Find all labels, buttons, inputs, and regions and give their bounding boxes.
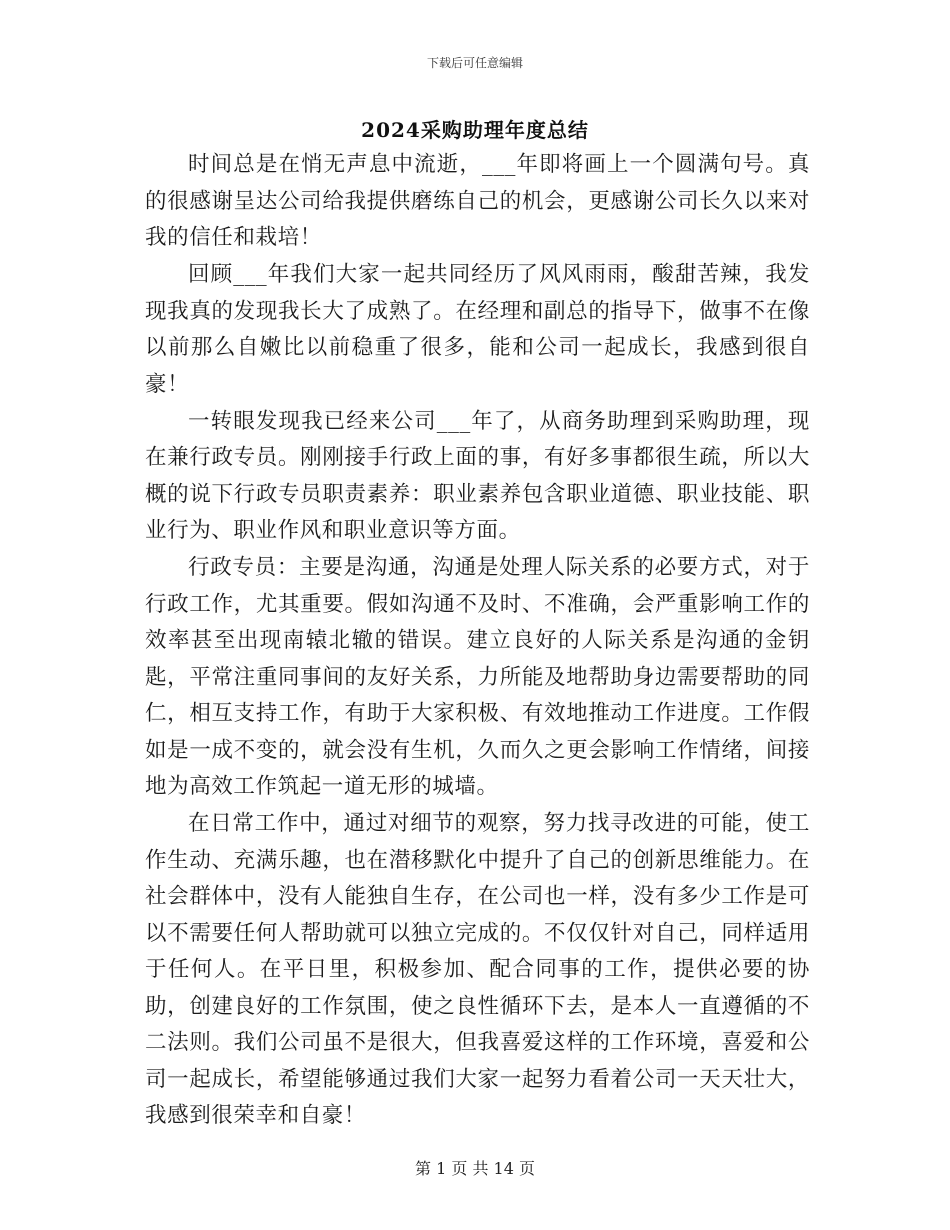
paragraph: 在日常工作中，通过对细节的观察，努力找寻改进的可能，使工作生动、充满乐趣，也在潜移默化中提升了自己的创新思维能力。在社会群体中，没有人能独自生存，在公司也一样，没有多少工作是可以不需要任何人帮助就可以独立完成的。不仅仅针对自己，同样适用于任何人。在平日里，积极参加、配合同事的工作，提供必要的协助，创建良好的工作氛围，使之良性循环下去，是本人一直遵循的不二法则。我们公司虽不是很大，但我喜爱这样的工作环境，喜爱和公司一起成长，希望能够通过我们大家一起努力看着公司一天天壮大，我感到很荣幸和自豪！ (145, 811, 810, 1128)
page-number-footer: 第 1 页 共 14 页 (415, 1159, 535, 1178)
paragraph: 回顾___年我们大家一起共同经历了风风雨雨，酸甜苦辣，我发现我真的发现我长大了成熟了。在经理和副总的指导下，做事不在像以前那么自嫩比以前稳重了很多，能和公司一起成长，我感到很自豪！ (145, 262, 810, 397)
header-note: 下载后可任意编辑 (426, 56, 523, 70)
paragraph: 一转眼发现我已经来公司___年了，从商务助理到采购助理，现在兼行政专员。刚刚接手行政上面的事，有好多事都很生疏，所以大概的说下行政专员职责素养：职业素养包含职业道德、职业技能、职业行为、职业作风和职业意识等方面。 (145, 408, 810, 543)
document-title: 2024采购助理年度总结 (361, 118, 589, 142)
paragraph: 行政专员：主要是沟通，沟通是处理人际关系的必要方式，对于行政工作，尤其重要。假如沟通不及时、不准确，会严重影响工作的效率甚至出现南辕北辙的错误。建立良好的人际关系是沟通的金钥匙，平常注重同事间的友好关系，力所能及地帮助身边需要帮助的同仁，相互支持工作，有助于大家积极、有效地推动工作进度。工作假如是一成不变的，就会没有生机，久而久之更会影响工作情绪，间接地为高效工作筑起一道无形的城墙。 (145, 555, 810, 799)
paragraph: 时间总是在悄无声息中流逝，___年即将画上一个圆满句号。真的很感谢呈达公司给我提供磨练自己的机会，更感谢公司长久以来对我的信任和栽培！ (145, 152, 810, 250)
document-body (145, 147, 810, 1135)
